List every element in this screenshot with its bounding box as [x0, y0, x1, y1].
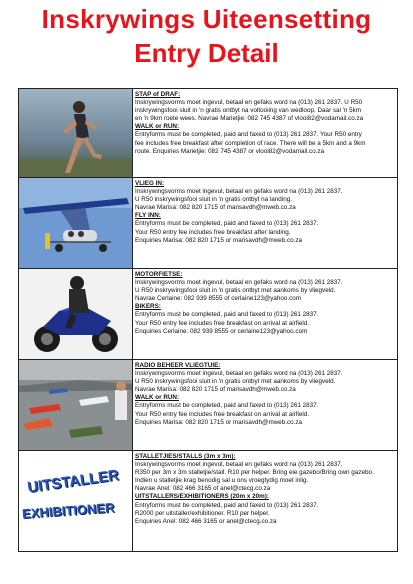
- page-title-afrikaans: Inskrywings Uiteensetting: [41, 4, 372, 34]
- detail-line: en 'n 9km roete wees. Navrae Marietjie: 082 745 4387 of vlooi82@vodamail.co.za: [135, 115, 364, 123]
- section-heading: MOTORFIETSE:: [135, 271, 183, 278]
- detail-line: Enquiries Anel: 082 466 3165 or anel@ctecg.co.za: [135, 517, 277, 525]
- section-heading: RADIO BEHEER VLIEGTUIE:: [135, 362, 221, 369]
- detail-line: Your R50 entry fee includes free breakfast on arrival at airfield.: [135, 319, 310, 327]
- fly-in-details: [135, 180, 394, 245]
- detail-line: U R50 inskrywingsfooi sluit in 'n gratis ontbyt met aankoms by vliegveld.: [135, 378, 336, 386]
- detail-line: R350 per 3m x 3m stalletjie/stall. R10 per helper. Bring eie gazebo/Bring own gazebo.: [135, 469, 374, 477]
- detail-line: Enquiries Marisa: 082 820 1715 or marisavdh@mweb.co.za: [135, 418, 303, 426]
- detail-line: Your R50 entry fee includes free breakfast after landing.: [135, 228, 291, 236]
- radio-control-details: [135, 362, 394, 427]
- detail-line: route. Enquiries Marietjie: 082 745 4387 or vlooi82@vodamail.co.za: [135, 147, 325, 155]
- detail-line: U R50 inskrywingsfooi sluit in 'n gratis ontbyt met aankoms by vliegveld.: [135, 287, 336, 295]
- section-heading: WALK or RUN:: [135, 123, 180, 131]
- detail-line: Navrae Anel: 082 466 3165 of anel@ctecg.co.za: [135, 485, 271, 493]
- table-row-stalls: [19, 451, 397, 551]
- section-heading: STAP of DRAF:: [135, 91, 181, 98]
- detail-line: Indien u stalletjie krag benodig sal u ons vroegtydig moet inlig.: [135, 477, 309, 485]
- detail-line: Inskrywingsvorms moet ingevul, betaal en gefaks word na (013) 261 2837.: [135, 461, 343, 469]
- section-heading: WALK or RUN:: [135, 394, 180, 402]
- detail-line: Enquiries Marisa: 082 820 1715 or marisavdh@mweb.co.za: [135, 236, 303, 244]
- detail-line: Entryforms must be completed, paid and faxed to (013) 261 2837.: [135, 402, 319, 410]
- bikers-details: [135, 271, 394, 336]
- microlight-photo: [19, 178, 133, 268]
- uitstaller-word: UITSTALLER: [26, 466, 120, 497]
- detail-line: inskrywingsfooi sluit in 'n gratis ontbyt na voltooiing van wedloop. Daar sal 'n 5km: [135, 107, 362, 115]
- detail-line: Navrae Marisa: 082 820 1715 of marisavdh@mweb.co.za: [135, 386, 296, 394]
- section-heading: BIKERS:: [135, 303, 161, 311]
- page-title-english: Entry Detail: [134, 38, 279, 68]
- detail-line: Your R50 entry fee includes free breakfast on arrival at airfield.: [135, 410, 310, 418]
- section-heading: FLY INN:: [135, 212, 161, 220]
- detail-line: U R50 inskrywingsfooi sluit in 'n gratis ontbyt na landing.: [135, 196, 292, 204]
- detail-line: Navrae Marisa: 082 820 1715 of marisavdh@mweb.co.za: [135, 204, 296, 212]
- section-heading: VLIEG IN:: [135, 180, 165, 187]
- detail-line: Inskrywingsvorms moet ingevul, betaal en gefaks word na (013) 261 2837.: [135, 188, 343, 196]
- motorbike-photo: [19, 269, 133, 359]
- detail-line: R2000 per uitstaller/exhibitioner. R10 per helper.: [135, 509, 270, 517]
- table-row-radio-control: [19, 360, 397, 451]
- detail-line: Entryforms must be completed, paid and faxed to (013) 261 2837.: [135, 311, 319, 319]
- section-heading: UITSTALLERS/EXHIBITIONERS (20m x 20m):: [135, 493, 269, 501]
- detail-line: Navrae Cerlaine: 082 939 8555 of cerlaine123@yahoo.com: [135, 295, 302, 303]
- section-heading: STALLETJIES/STALLS (3m x 3m):: [135, 453, 236, 460]
- runner-photo: [19, 89, 133, 177]
- detail-line: Inskrywingsvorms moet ingevul, betaal en gefaks word na (013) 261 2837.: [135, 370, 343, 378]
- detail-line: Inskrywingsvorms moet ingevul, betaal en gefaks word na (013) 261 2837.: [135, 279, 343, 287]
- exhibitioner-word: EXHIBITIONER: [21, 499, 115, 522]
- detail-line: Entryforms must be completed, paid and faxed to (013) 261 2837.: [135, 501, 319, 509]
- table-row-fly-in: [19, 178, 397, 269]
- detail-line: Entryforms must be completed, paid and faxed to (013) 261 2837.: [135, 220, 319, 228]
- rc-models-photo: [19, 360, 133, 450]
- stalls-details: [135, 453, 394, 526]
- entry-detail-table: [18, 88, 398, 552]
- walk-run-details: [135, 91, 394, 156]
- detail-line: Enquiries Cerlaine: 082 939 8555 or cerlaine123@yahoo.com: [135, 327, 308, 335]
- exhibitioner-graphic: [19, 451, 133, 551]
- detail-line: Entryforms must be completed, paid and faxed to (013) 261 2837. Your R50 entry: [135, 131, 362, 139]
- table-row-bikers: [19, 269, 397, 360]
- table-row-walk-run: [19, 89, 397, 178]
- detail-line: Inskrywingsvorms moet ingevul, betaal en gefaks word na (013) 261 2837. U R50: [135, 99, 363, 107]
- detail-line: fee includes free breakfast after completion of race. There will be a 5km and a 9km: [135, 139, 366, 147]
